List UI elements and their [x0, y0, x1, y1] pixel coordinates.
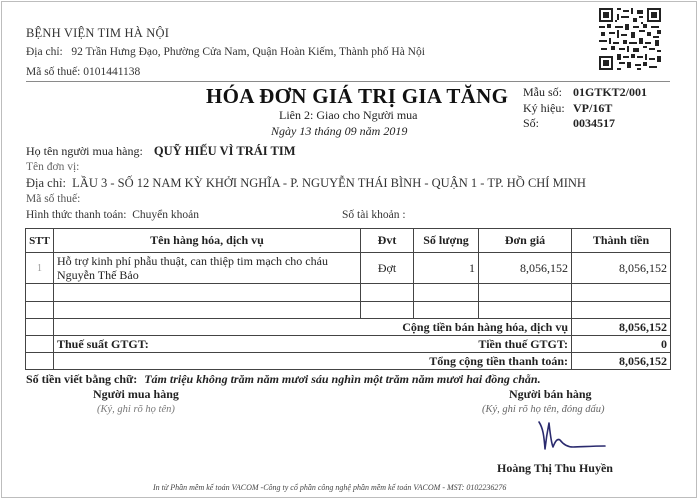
subtotal-row	[26, 319, 671, 336]
invoice-table	[25, 228, 671, 370]
total-row	[26, 353, 671, 370]
qr-code-icon	[597, 6, 663, 72]
account-number-label: Số tài khoản :	[342, 209, 406, 221]
buyer-address-line	[26, 176, 586, 191]
handwritten-signature-icon	[535, 420, 611, 452]
buyer-name-line	[26, 144, 296, 159]
vat-amount: 0	[572, 336, 671, 353]
seller-address-label: Địa chỉ:	[26, 46, 63, 58]
payment-method-label: Hình thức thanh toán:	[26, 209, 127, 221]
header-stt: STT	[26, 229, 54, 253]
seller-signature-note: (Ký, ghi rõ họ tên, đóng dấu)	[482, 404, 605, 415]
invoice-copy: Liên 2: Giao cho Người mua	[279, 108, 418, 122]
header-unit: Đvt	[361, 229, 414, 253]
payment-method-line	[26, 209, 199, 221]
item-unit: Đợt	[361, 253, 414, 284]
table-row-empty	[26, 284, 671, 302]
seller-address: 92 Trần Hưng Đạo, Phường Cửa Nam, Quận Hoàn Kiếm, Thành phố Hà Nội	[71, 46, 425, 58]
subtotal-label: Cộng tiền bán hàng hóa, dịch vụ	[54, 319, 572, 336]
symbol-value: VP/16T	[573, 100, 613, 115]
account-number-line	[342, 209, 406, 221]
header-quantity: Số lượng	[414, 229, 479, 253]
table-header-row	[26, 229, 671, 253]
table-row-empty	[26, 301, 671, 319]
item-name: Hỗ trợ kinh phí phẫu thuật, can thiệp tim mạch cho cháu Nguyễn Thế Bảo	[54, 253, 361, 284]
amount-in-words: Tám triệu không trăm năm mươi sáu nghìn một trăm năm mươi hai đồng chẵn.	[144, 372, 541, 386]
form-label: Mẫu số:	[523, 85, 562, 99]
item-unit-price: 8,056,152	[479, 253, 572, 284]
buyer-unit-line	[26, 161, 79, 173]
total-value: 8,056,152	[572, 353, 671, 370]
seller-signature-title: Người bán hàng	[509, 387, 592, 401]
item-amount: 8,056,152	[572, 253, 671, 284]
symbol-row	[523, 101, 647, 117]
invoice-date: Ngày 13 tháng 09 năm 2019	[271, 124, 408, 138]
seller-name: BỆNH VIỆN TIM HÀ NỘI	[26, 26, 170, 40]
item-quantity: 1	[414, 253, 479, 284]
header-divider	[26, 81, 670, 82]
seller-tax-code: 0101441138	[83, 66, 141, 78]
buyer-signature-note: (Ký, ghi rõ họ tên)	[97, 404, 175, 415]
header-unit-price: Đơn giá	[479, 229, 572, 253]
symbol-label: Ký hiệu:	[523, 100, 565, 115]
payment-method: Chuyển khoản	[132, 209, 199, 221]
buyer-address-label: Địa chỉ:	[26, 176, 66, 190]
footer-software-note: In từ Phần mềm kế toán VACOM -Công ty cổ phần công nghệ phần mềm kế toán VACOM - MST: 0102236276	[153, 483, 507, 492]
buyer-unit-label: Tên đơn vị:	[26, 161, 80, 173]
seller-address-line	[26, 46, 425, 58]
buyer-tax-label: Mã số thuế:	[26, 193, 81, 205]
buyer-name: QUỸ HIẾU VÌ TRÁI TIM	[153, 144, 296, 158]
seller-signatory-name: Hoàng Thị Thu Huyền	[497, 461, 613, 475]
form-value: 01GTKT2/001	[573, 85, 648, 99]
invoice-number-label: Số:	[523, 116, 540, 130]
vat-rate-label: Thuế suất GTGT:	[57, 336, 149, 351]
buyer-signature-title: Người mua hàng	[93, 387, 179, 401]
invoice-number: 0034517	[573, 116, 615, 130]
buyer-address: LẦU 3 - SỐ 12 NAM KỲ KHỞI NGHĨA - P. NGUYỄN THÁI BÌNH - QUẬN 1 - TP. HỒ CHÍ MINH	[72, 176, 586, 190]
header-item-name: Tên hàng hóa, dịch vụ	[54, 229, 361, 253]
buyer-name-label: Họ tên người mua hàng:	[26, 144, 143, 158]
header-amount: Thành tiền	[572, 229, 671, 253]
vat-amount-label: Tiền thuế GTGT:	[478, 336, 568, 351]
table-row	[26, 253, 671, 284]
total-label: Tổng cộng tiền thanh toán:	[54, 353, 572, 370]
invoice-meta	[523, 85, 647, 132]
amount-in-words-label: Số tiền viết bằng chữ:	[26, 372, 138, 386]
amount-in-words-line	[26, 372, 541, 387]
item-stt: 1	[26, 253, 54, 284]
seller-tax-label: Mã số thuế:	[26, 66, 81, 78]
buyer-tax-line	[26, 193, 80, 205]
vat-row	[26, 336, 671, 353]
invoice-title: HÓA ĐƠN GIÁ TRỊ GIA TĂNG	[206, 84, 509, 108]
form-number-row	[523, 85, 647, 101]
invoice-number-row	[523, 116, 647, 132]
seller-tax-line	[26, 66, 140, 78]
subtotal-value: 8,056,152	[572, 319, 671, 336]
